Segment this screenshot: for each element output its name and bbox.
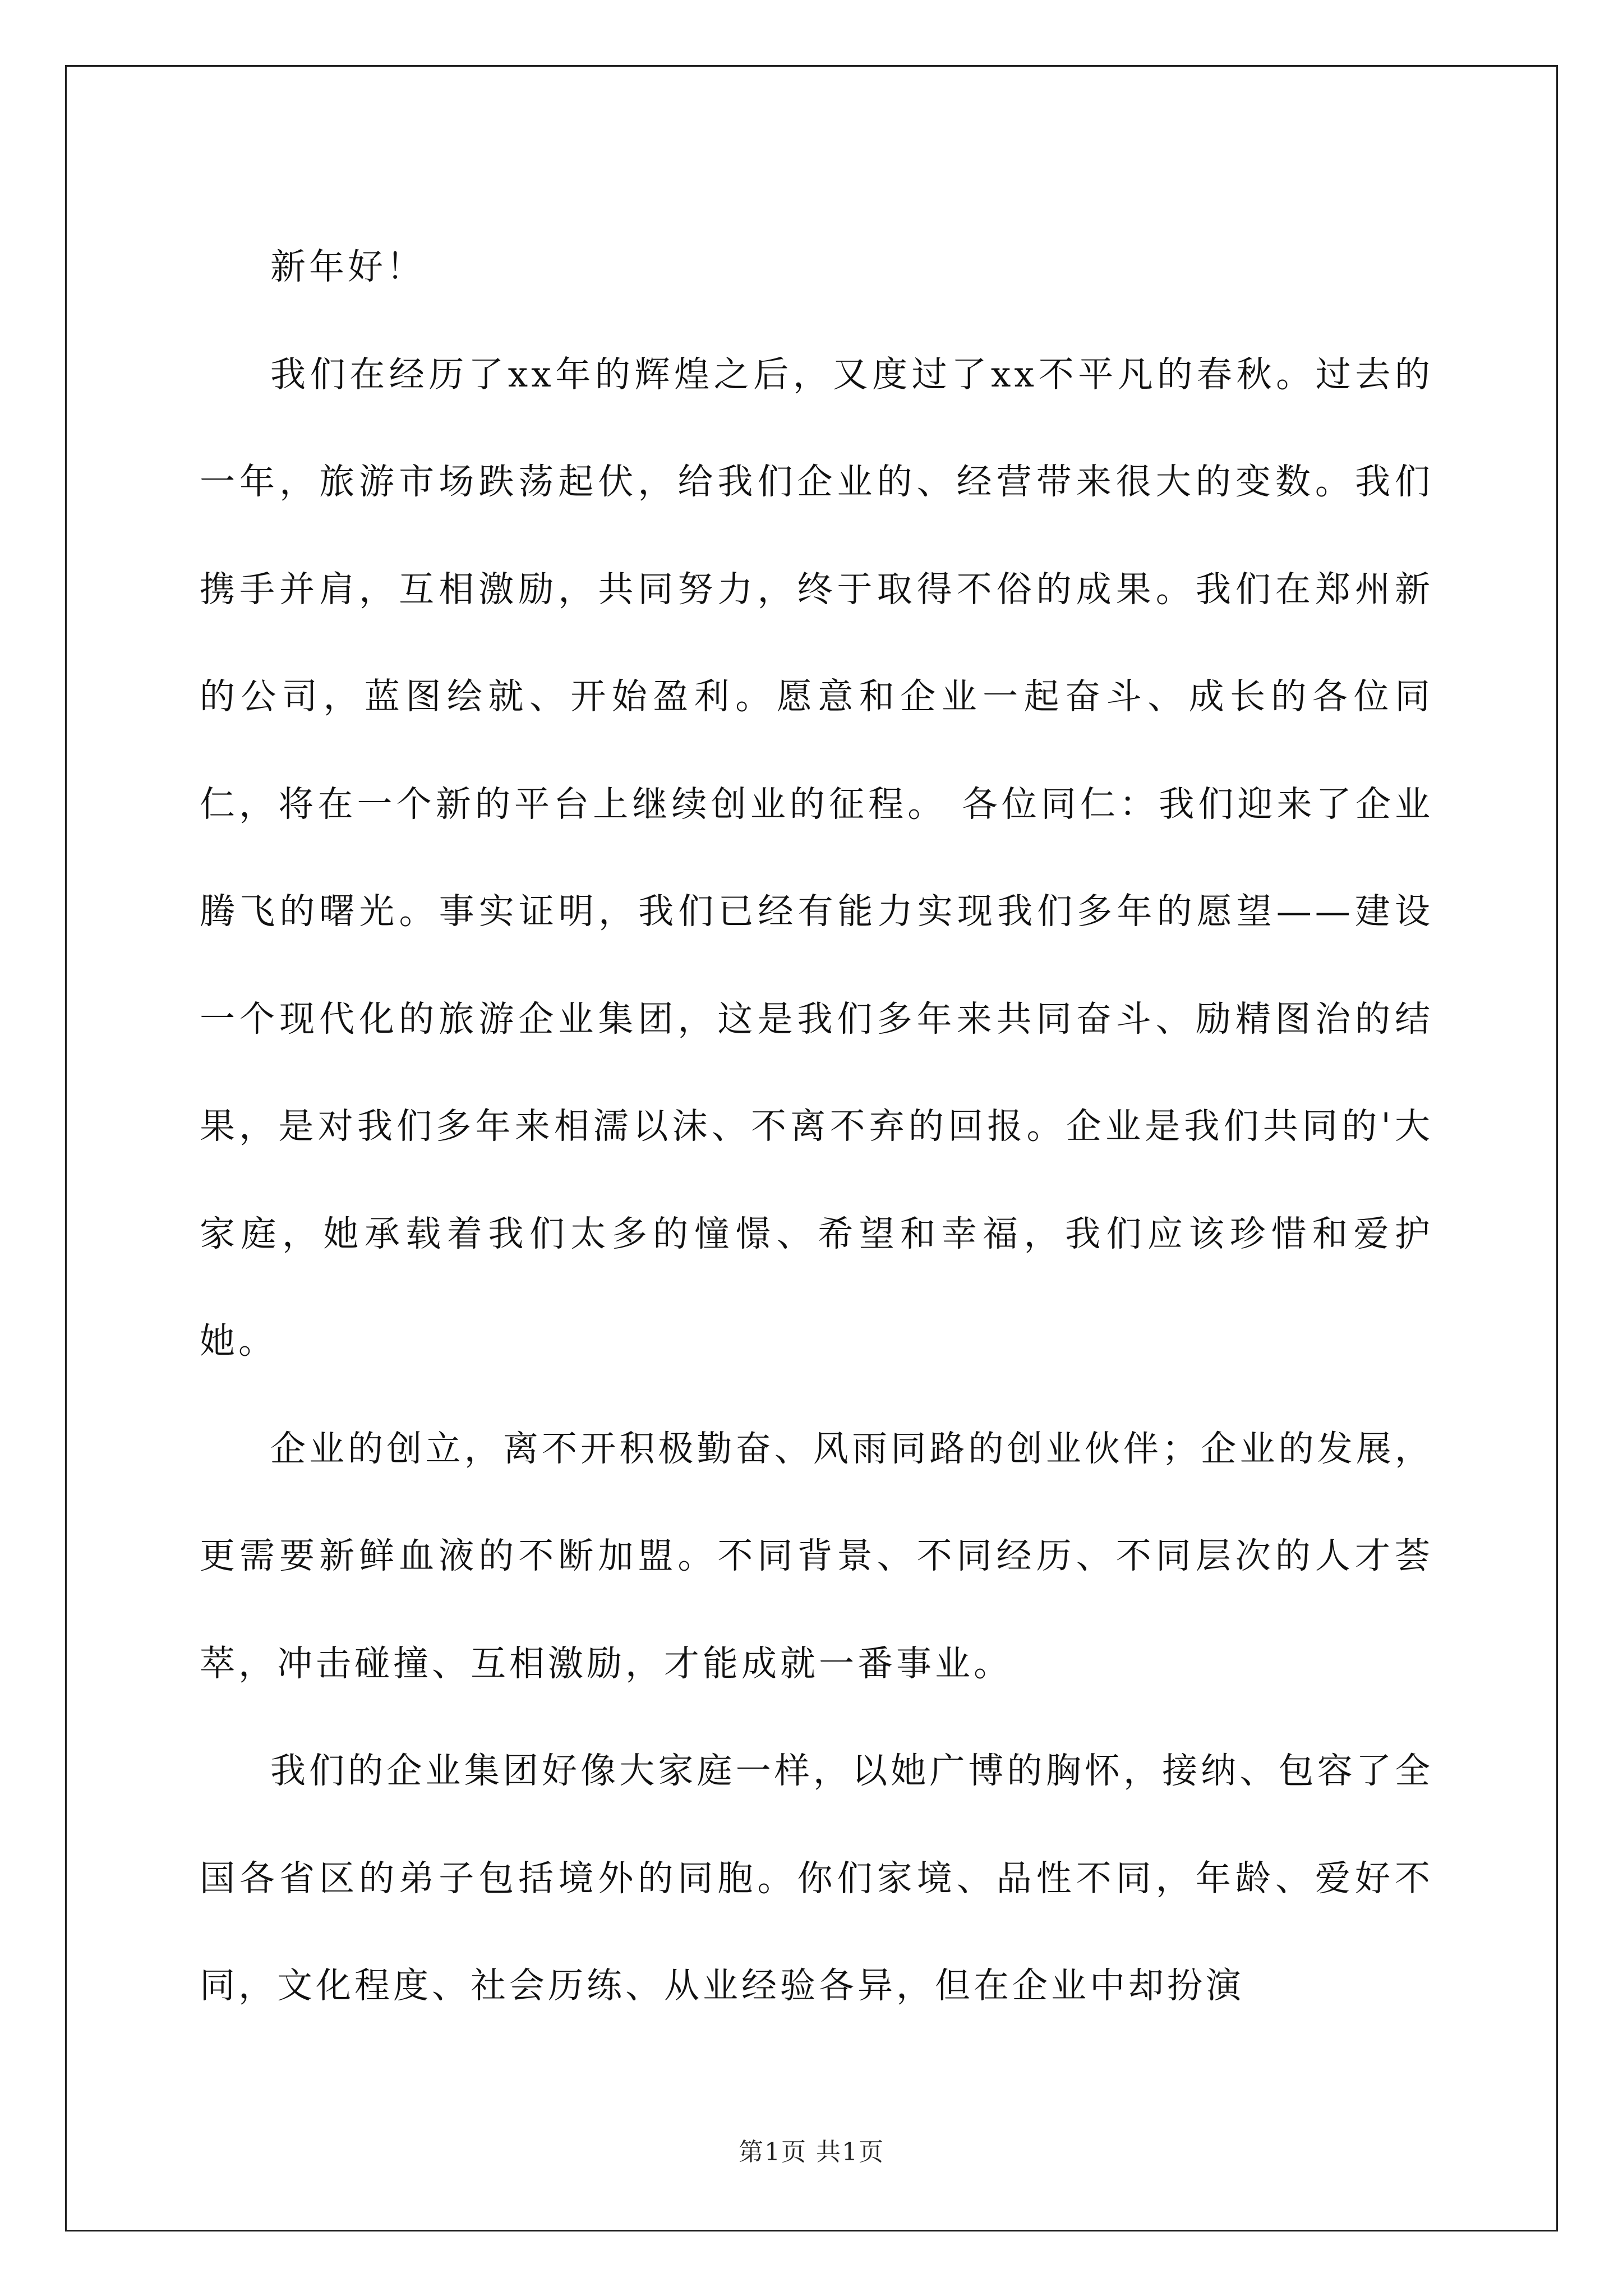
paragraph-greeting: 新年好！ [270, 246, 425, 287]
paragraph-founding: 企业的创立，离不开积极勤奋、风雨同路的创业伙伴；企业的发展，更需要新鲜血液的不断加盟。不同背景、不同经历、不同层次的人才荟萃，冲击碰撞、互相激励，才能成就一番事业。 [200, 1428, 1433, 1684]
paragraph-family: 我们的企业集团好像大家庭一样，以她广博的胸怀，接纳、包容了全国各省区的弟子包括境外的同胞。你们家境、品性不同，年龄、爱好不同，文化程度、社会历练、从业经验各异，但在企业中却扮演 [200, 1750, 1433, 2006]
document-body [200, 213, 1433, 2040]
page-number: 第1页 共1页 [739, 2138, 884, 2166]
paragraph-review: 我们在经历了xx年的辉煌之后，又度过了xx不平凡的春秋。过去的一年，旅游市场跌荡起伏，给我们企业的、经营带来很大的变数。我们携手并肩，互相激励，共同努力，终于取得不俗的成果。我们在郑州新的公司，蓝图绘就、开始盈利。愿意和企业一起奋斗、成长的各位同仁，将在一个新的平台上继续创业的征程。 各位同仁：我们迎来了企业腾飞的曙光。事实证明，我们已经有能力实现我们多年的愿望——建设一个现代化的旅游企业集团，这是我们多年来共同奋斗、励精图治的结果，是对我们多年来相濡以沫、不离不弃的回报。企业是我们共同的'大家庭，她承载着我们太多的憧憬、希望和幸福，我们应该珍惜和爱护她。 [200, 353, 1433, 1361]
